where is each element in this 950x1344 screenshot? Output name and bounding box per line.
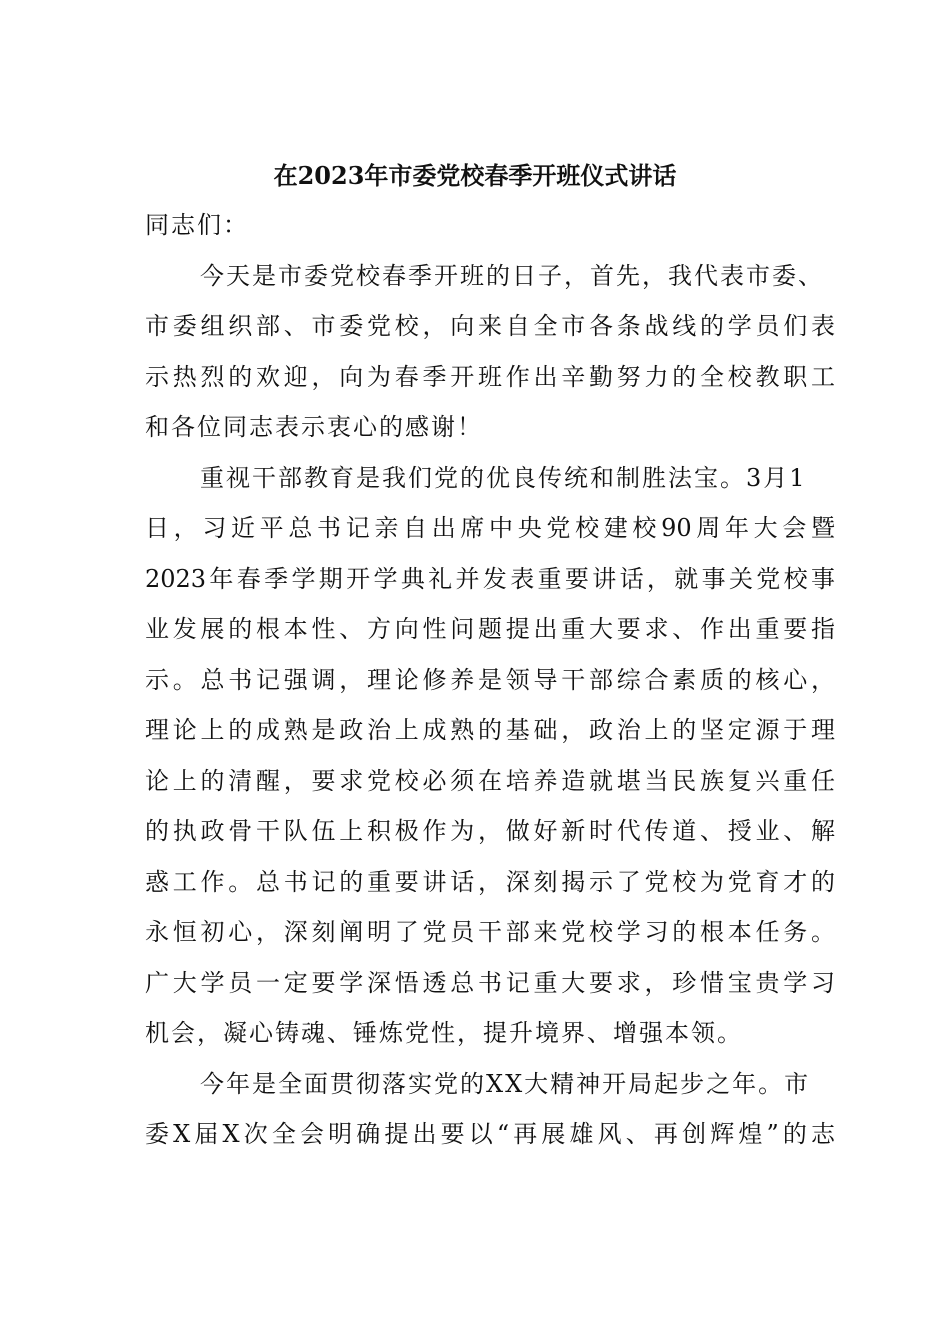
paragraph-2-line-5: 示。总书记强调，理论修养是领导干部综合素质的核心， [145,665,835,694]
salutation: 同志们： [145,211,249,239]
paragraph-2-line-6: 理论上的成熟是政治上成熟的基础，政治上的坚定源于理 [145,716,835,744]
paragraph-2-line-10: 永恒初心，深刻阐明了党员干部来党校学习的根本任务。 [145,918,835,946]
document-body [145,200,835,1160]
paragraph-2-line-12: 机会，凝心铸魂、锤炼党性，提升境界、增强本领。 [145,1019,743,1047]
paragraph-2-line-2: 日，习近平总书记亲自出席中央党校建校90周年大会暨 [145,514,835,542]
paragraph-2-line-3: 2023年春季学期开学典礼并发表重要讲话，就事关党校事 [145,564,835,593]
paragraph-1-line-2: 市委组织部、市委党校，向来自全市各条战线的学员们表 [145,312,835,340]
paragraph-2-line-7: 论上的清醒，要求党校必须在培养造就堪当民族复兴重任 [145,766,835,795]
paragraph-1-line-3: 示热烈的欢迎，向为春季开班作出辛勤努力的全校教职工 [145,362,835,391]
paragraph-2-line-11: 广大学员一定要学深悟透总书记重大要求，珍惜宝贵学习 [145,968,835,997]
paragraph-2-line-9: 惑工作。总书记的重要讲话，深刻揭示了党校为党育才的 [145,867,835,896]
paragraph-3-line-2: 委X届X次全会明确提出要以“再展雄风、再创辉煌”的志 [145,1120,835,1148]
paragraph-1-line-1: 今天是市委党校春季开班的日子，首先，我代表市委、 [200,261,824,290]
paragraph-2-line-1: 重视干部教育是我们党的优良传统和制胜法宝。3月1 [200,463,807,492]
paragraph-1-line-4: 和各位同志表示衷心的感谢！ [145,413,483,441]
paragraph-3-line-1: 今年是全面贯彻落实党的XX大精神开局起步之年。市 [200,1069,811,1098]
paragraph-2-line-8: 的执政骨干队伍上积极作为，做好新时代传道、授业、解 [145,817,835,845]
paragraph-2-line-4: 业发展的根本性、方向性问题提出重大要求、作出重要指 [145,615,835,643]
document-title: 在2023年市委党校春季开班仪式讲话 [273,161,677,190]
